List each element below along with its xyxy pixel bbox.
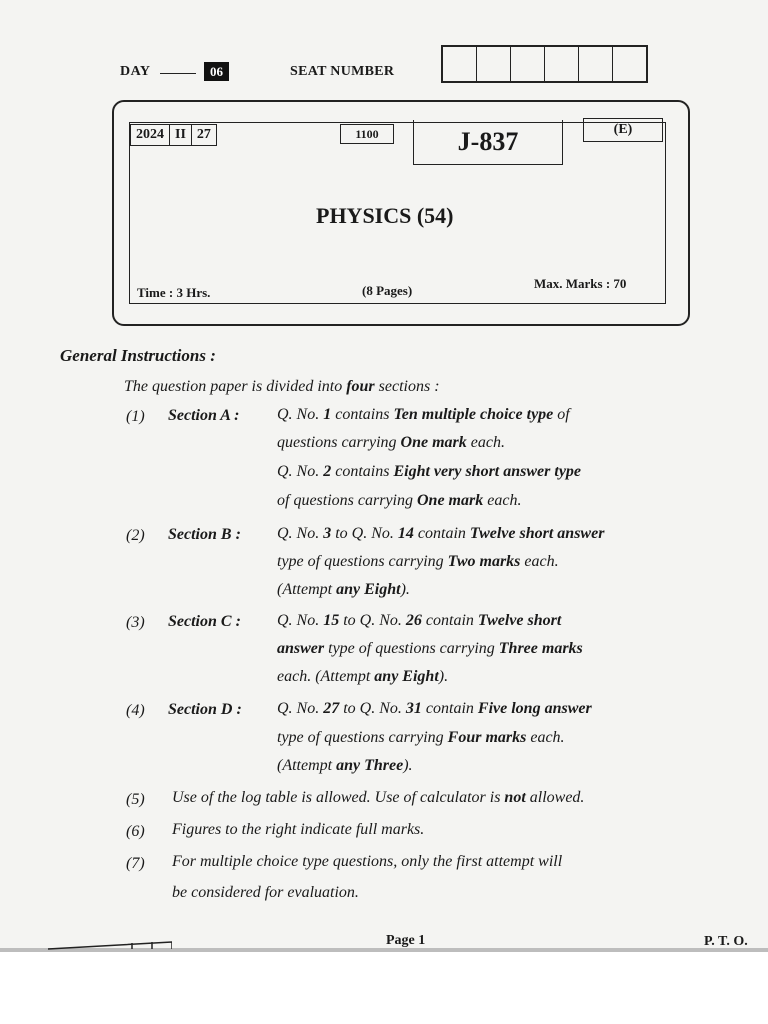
subject-title: PHYSICS (54): [316, 203, 454, 228]
instruction-text: each.: [520, 553, 559, 570]
instruction-line: [277, 463, 581, 481]
instruction-text: each.: [526, 729, 565, 746]
instruction-emphasis: 14: [397, 525, 414, 542]
instruction-emphasis: any Eight: [336, 581, 401, 598]
instruction-emphasis: 3: [323, 525, 332, 542]
instruction-text: of questions carrying: [277, 492, 417, 509]
instruction-text: to Q. No.: [339, 612, 406, 629]
instruction-text: type of questions carrying: [324, 640, 499, 657]
instruction-text: (Attempt: [277, 757, 337, 774]
medium-code: (E): [583, 118, 663, 142]
day-divider: [160, 73, 196, 74]
instruction-emphasis: answer: [277, 640, 325, 657]
instruction-emphasis: not: [504, 789, 526, 806]
intro-text-c: sections :: [374, 378, 440, 395]
instruction-text: allowed.: [525, 789, 585, 806]
instruction-text: to Q. No.: [331, 525, 398, 542]
instruction-text: ).: [403, 757, 413, 774]
instruction-text: Q. No.: [277, 525, 324, 542]
instruction-emphasis: any Three: [336, 757, 404, 774]
instruction-emphasis: Ten multiple choice type: [393, 406, 554, 423]
instruction-line: [277, 700, 592, 718]
instruction-number: (7): [126, 855, 145, 872]
instruction-text: Figures to the right indicate full marks.: [172, 821, 425, 838]
code-number: 27: [196, 127, 211, 142]
instruction-emphasis: Twelve short: [477, 612, 562, 629]
instruction-emphasis: 1: [323, 406, 332, 423]
instruction-emphasis: any Eight: [374, 668, 439, 685]
instruction-text: questions carrying: [277, 434, 401, 451]
instruction-line: [277, 525, 604, 543]
instruction-line: [277, 492, 521, 510]
instruction-text: to Q. No.: [339, 700, 406, 717]
instruction-emphasis: One mark: [400, 434, 467, 451]
intro-text-b: four: [346, 378, 375, 395]
instruction-line: [277, 581, 410, 599]
seat-number-cell: [477, 47, 511, 81]
instruction-text: each.: [466, 434, 505, 451]
instruction-text: each. (Attempt: [277, 668, 375, 685]
instruction-text: ).: [400, 581, 410, 598]
instruction-text: For multiple choice type questions, only the first attempt will: [172, 853, 563, 870]
instruction-line: [277, 553, 559, 571]
instruction-number: (6): [126, 823, 145, 840]
seat-number-cell: [613, 47, 646, 81]
instructions-intro: [124, 378, 440, 396]
intro-text-a: The question paper is divided into: [124, 378, 347, 395]
instructions-title: General Instructions :: [60, 346, 216, 365]
instruction-text: contain: [421, 700, 478, 717]
footer-decoration: [48, 940, 172, 950]
time-allowed: Time : 3 Hrs.: [137, 285, 211, 300]
instruction-text: of: [553, 406, 570, 423]
section-label: Section A :: [168, 407, 240, 424]
instruction-text: contains: [331, 406, 394, 423]
seat-number-cell: [511, 47, 545, 81]
instruction-number: (4): [126, 702, 145, 719]
page-number: Page 1: [386, 933, 426, 948]
instruction-text: type of questions carrying: [277, 729, 448, 746]
instruction-text: be considered for evaluation.: [172, 884, 359, 901]
code-cells: [130, 124, 217, 146]
instruction-emphasis: 2: [323, 463, 332, 480]
instruction-emphasis: Eight very short answer type: [393, 463, 582, 480]
instruction-emphasis: Twelve short answer: [469, 525, 605, 542]
instruction-emphasis: 27: [323, 700, 340, 717]
instruction-text: contain: [413, 525, 470, 542]
instruction-emphasis: One mark: [417, 492, 484, 509]
instruction-text: Use of the log table is allowed. Use of calculator is: [172, 789, 505, 806]
instruction-line: [277, 757, 413, 775]
section-label: Section C :: [168, 613, 241, 630]
seat-number-boxes: [441, 45, 648, 83]
seat-number-cell: [545, 47, 579, 81]
pto-label: P. T. O.: [704, 934, 748, 949]
instruction-emphasis: Three marks: [498, 640, 583, 657]
instruction-text: type of questions carrying: [277, 553, 448, 570]
instruction-number: (1): [126, 408, 145, 425]
instruction-text: Q. No.: [277, 612, 324, 629]
instruction-emphasis: 15: [323, 612, 340, 629]
instruction-number: (3): [126, 614, 145, 631]
instruction-line: [277, 640, 583, 658]
page-count: (8 Pages): [362, 283, 413, 298]
instruction-text: contains: [331, 463, 394, 480]
seat-number-cell: [579, 47, 613, 81]
instruction-text: Q. No.: [277, 700, 324, 717]
section-label: Section B :: [168, 526, 241, 543]
seat-number-cell: [443, 47, 477, 81]
instruction-text: each.: [483, 492, 522, 509]
code-year: 2024: [131, 125, 170, 145]
instruction-line: [172, 789, 584, 807]
center-code: 1100: [340, 124, 394, 144]
paper-code: J-837: [413, 120, 563, 165]
max-marks: Max. Marks : 70: [534, 276, 627, 291]
instruction-line: [277, 434, 505, 452]
instruction-line: [277, 668, 448, 686]
seat-number-label: SEAT NUMBER: [290, 64, 395, 79]
instruction-emphasis: Four marks: [447, 729, 527, 746]
day-label: DAY: [120, 64, 151, 79]
code-session: II: [170, 125, 192, 145]
day-value: 06: [204, 62, 229, 81]
instruction-text: Q. No.: [277, 406, 324, 423]
instruction-number: (5): [126, 791, 145, 808]
instruction-line: [277, 612, 561, 630]
instruction-text: ).: [438, 668, 449, 685]
instruction-line: [277, 406, 570, 424]
instruction-emphasis: Five long answer: [477, 700, 592, 717]
instruction-emphasis: 31: [405, 700, 422, 717]
instruction-emphasis: 26: [405, 612, 422, 629]
section-label: Section D :: [168, 701, 242, 718]
instruction-text: (Attempt: [277, 581, 337, 598]
instruction-emphasis: Two marks: [447, 553, 521, 570]
instruction-text: Q. No.: [277, 463, 324, 480]
instruction-text: contain: [421, 612, 478, 629]
instruction-number: (2): [126, 527, 145, 544]
instruction-line: [172, 821, 424, 839]
instruction-line: [277, 729, 565, 747]
instruction-line: [172, 853, 562, 871]
instruction-line: [172, 884, 359, 902]
